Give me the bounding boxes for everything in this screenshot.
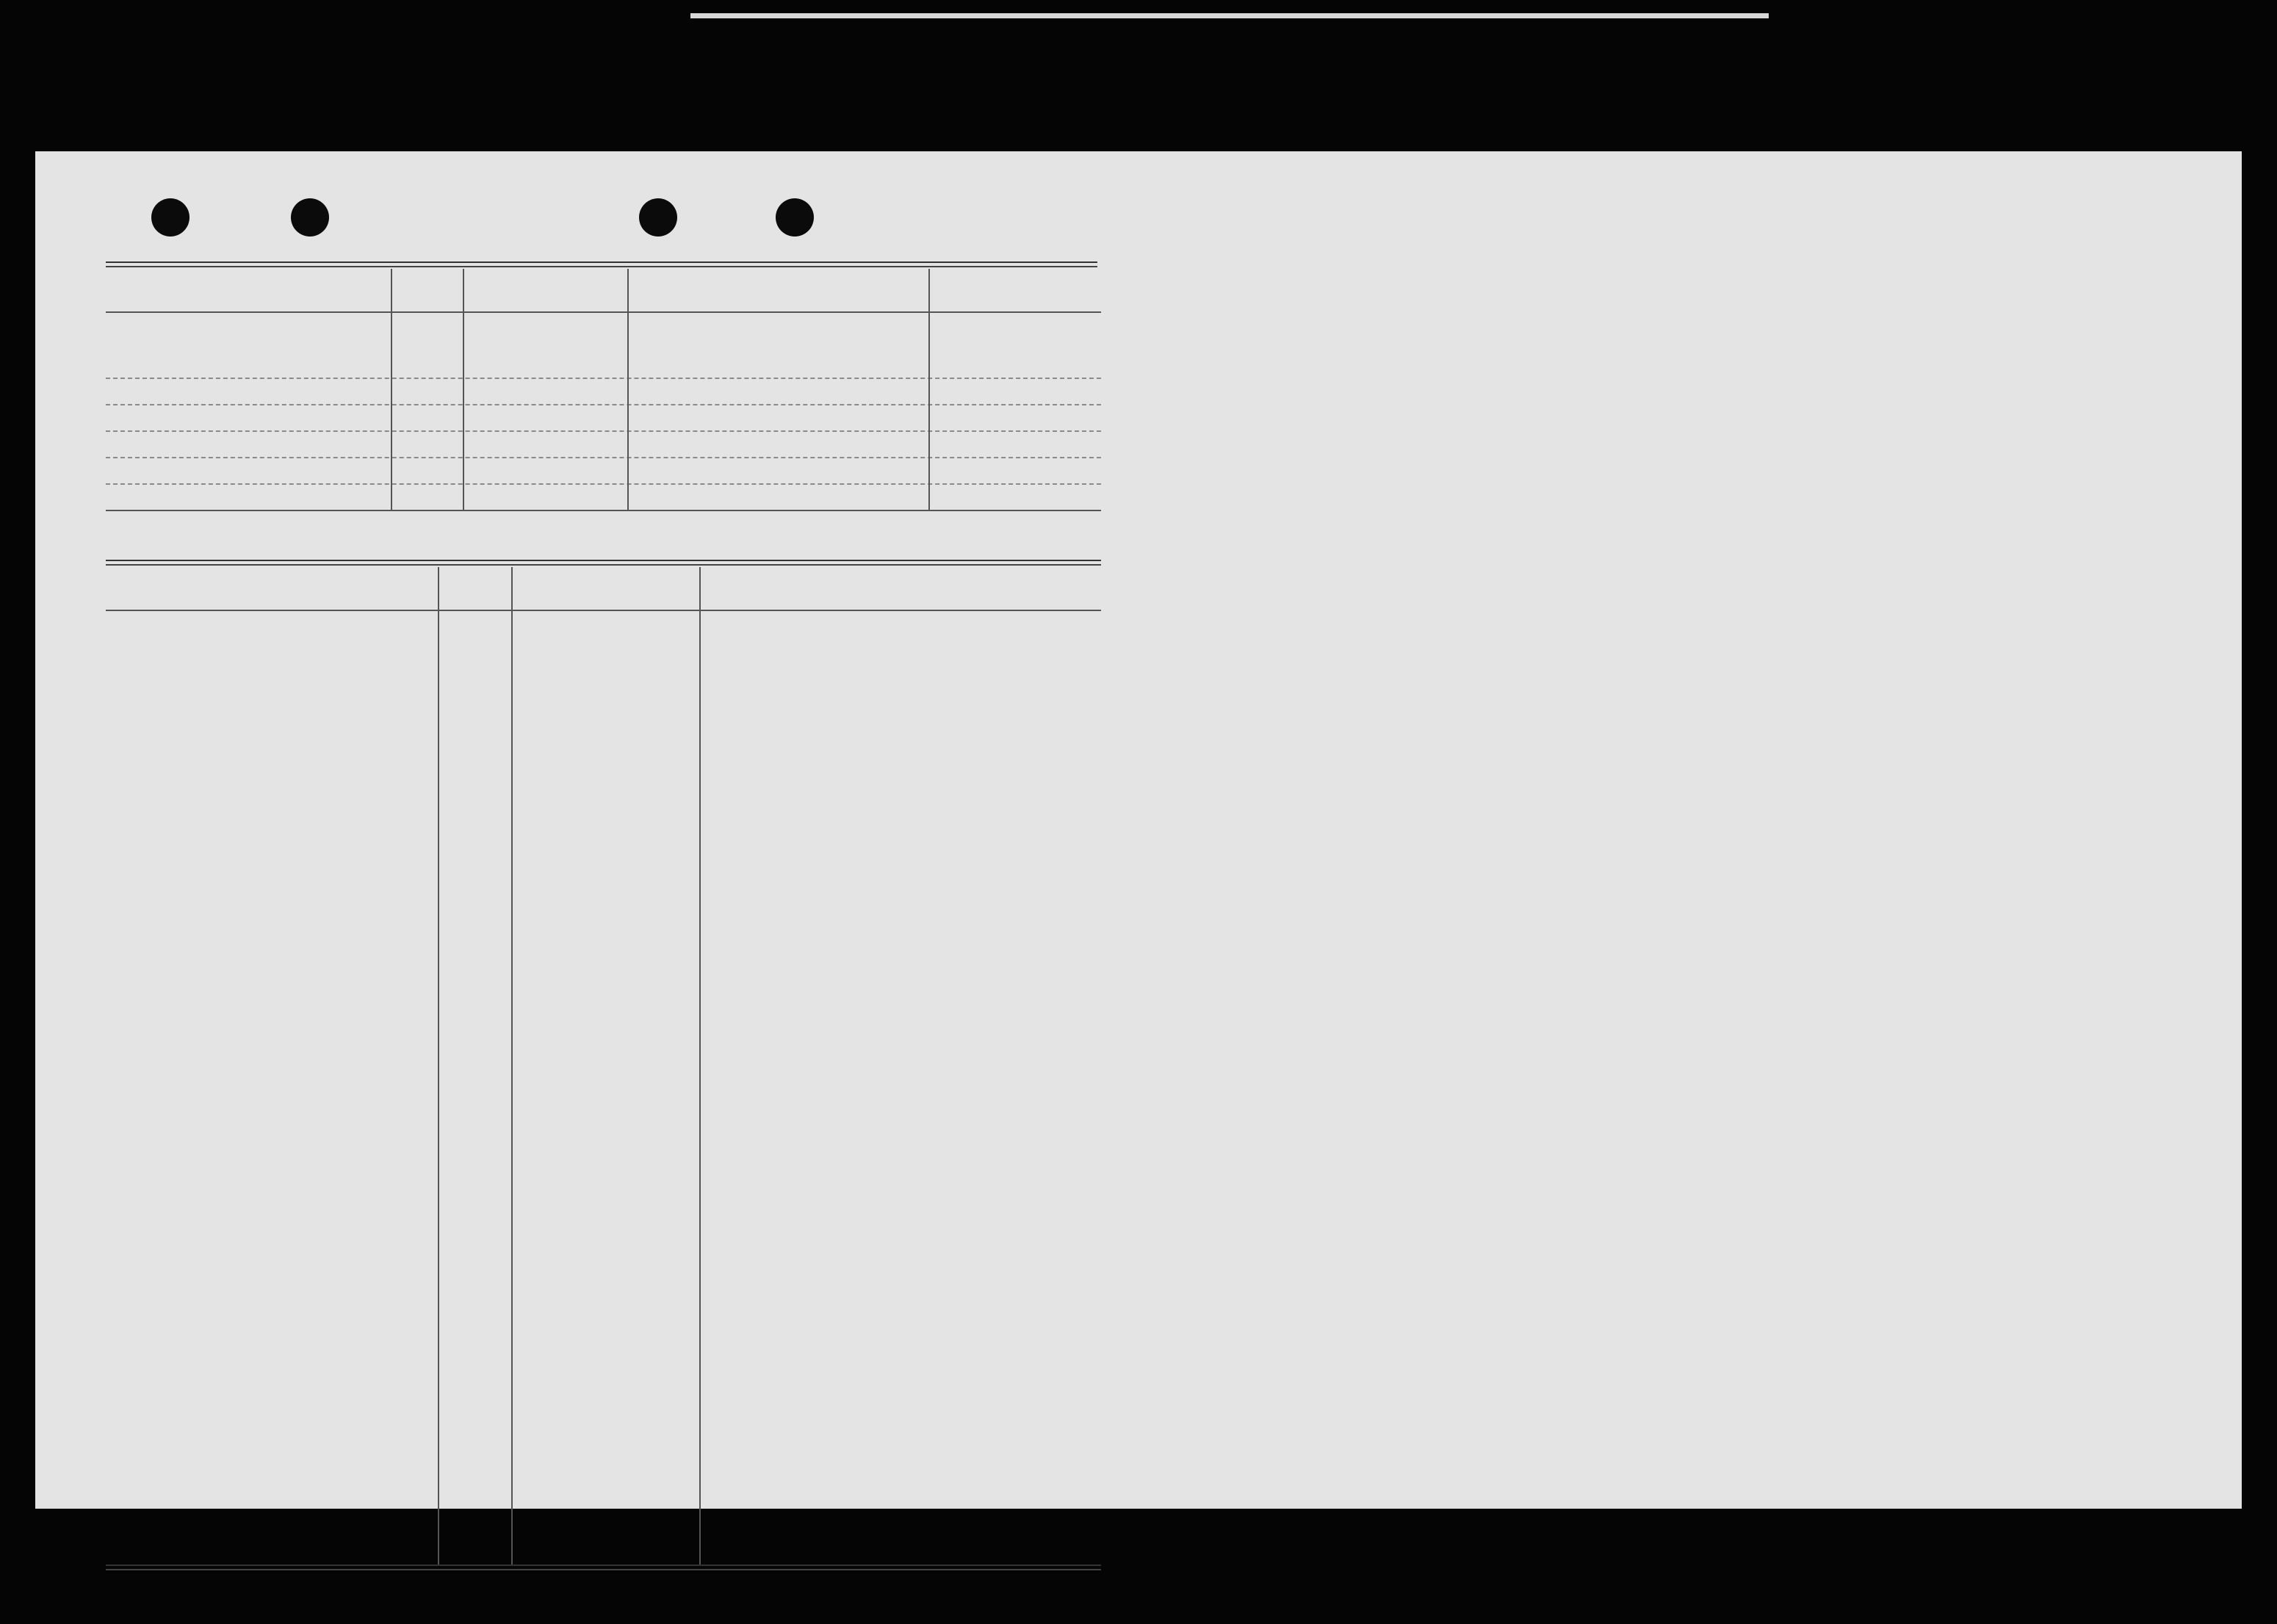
- column-divider: [463, 269, 464, 511]
- column-divider: [511, 567, 513, 1566]
- table-bottom-rule: [106, 1565, 1101, 1570]
- table-bottom-rule: [106, 510, 1101, 511]
- header-rule: [106, 311, 1101, 313]
- row-rule: [106, 378, 1101, 379]
- row-rule: [106, 483, 1101, 485]
- column-divider: [699, 567, 701, 1566]
- column-divider: [391, 269, 392, 511]
- punch-hole: [151, 198, 190, 237]
- row-rule: [106, 457, 1101, 458]
- header-rule: [106, 610, 1101, 611]
- punch-hole: [291, 198, 329, 237]
- punch-hole: [776, 198, 814, 237]
- row-rule: [106, 404, 1101, 405]
- crew-list-sheet: [35, 151, 2242, 1509]
- column-divider: [928, 269, 930, 511]
- scan-top-edge: [690, 13, 1769, 18]
- column-divider: [438, 567, 439, 1566]
- punch-hole: [639, 198, 677, 237]
- row-rule: [106, 430, 1101, 432]
- table-top-rule: [106, 261, 1097, 267]
- table-top-rule: [106, 560, 1101, 566]
- column-divider: [627, 269, 629, 511]
